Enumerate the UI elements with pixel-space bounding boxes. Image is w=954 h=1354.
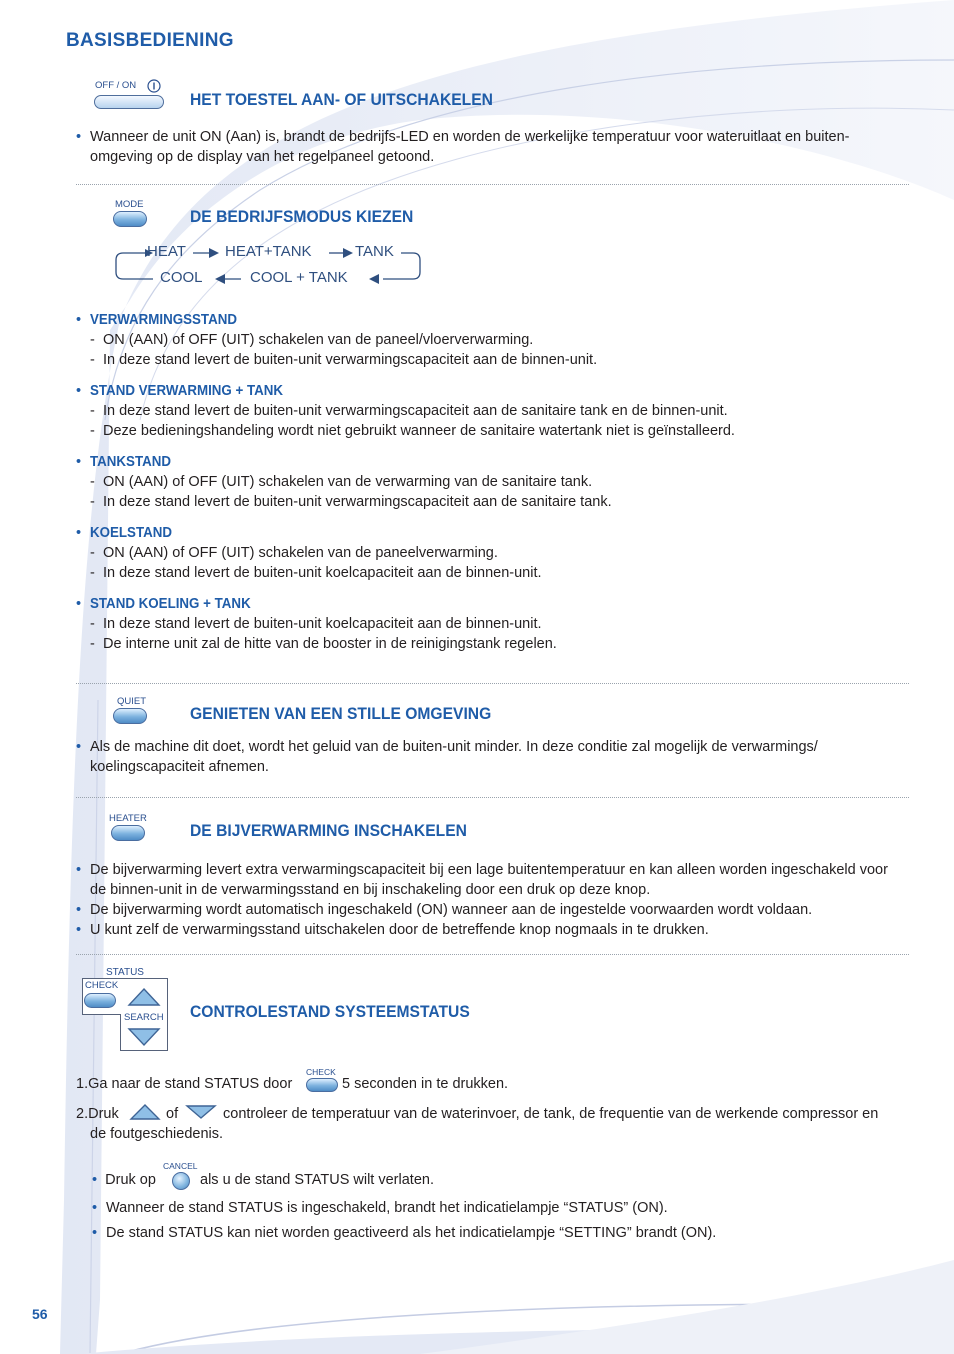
mode-item: • STAND VERWARMING + TANK - In deze stand levert de buiten-unit verwarmingscapaciteit aan de sanitaire tank en de binnen-unit. - Deze bedieningshandeling wordt niet gebruikt wanneer de sanitaire watertank niet is geïnstalleerd. — [76, 381, 906, 441]
mode-button[interactable] — [113, 211, 147, 227]
cancel-button-label: CANCEL — [163, 1161, 198, 1171]
onoff-text: • Wanneer de unit ON (Aan) is, brandt de bedrijfs-LED en worden de werkelijke temperatuur voor wateruitlaat en buiten-omgeving op de display van het regelpaneel getoond. — [76, 129, 850, 165]
off-on-button-label: OFF / ON — [95, 80, 137, 91]
mode-list — [76, 310, 906, 654]
mode-cool-tank: COOL + TANK — [250, 269, 348, 286]
heater-bullet: De bijverwarming levert extra verwarmingscapaciteit bij een lage buitentemperatuur en kan alleen worden ingeschakeld voor de binnen-unit in de verwarmingsstand en bij inschakeling door een druk op deze knop. — [90, 862, 888, 898]
separator — [76, 954, 909, 955]
mode-item-line: - In deze stand levert de buiten-unit koelcapaciteit aan de binnen-unit. — [76, 614, 906, 634]
separator — [76, 683, 909, 684]
section-title: BASISBEDIENING — [66, 30, 234, 51]
mode-item-label: VERWARMINGSSTAND — [90, 312, 237, 328]
mode-item-line: - In deze stand levert de buiten-unit verwarmingscapaciteit aan de sanitaire tank en de binnen-unit. — [76, 401, 906, 421]
mode-item: • TANKSTAND - ON (AAN) of OFF (UIT) schakelen van de verwarming van de sanitaire tank. - In deze stand levert de buiten-unit verwarmingscapaciteit aan de sanitaire tank. — [76, 452, 906, 512]
off-on-button[interactable] — [94, 95, 164, 109]
down-arrow-icon[interactable] — [127, 1027, 161, 1047]
mode-button-label: MODE — [115, 199, 144, 210]
mode-item: • STAND KOELING + TANK - In deze stand levert de buiten-unit koelcapaciteit aan de binnen-unit. - De interne unit zal de hitte van de booster in de reinigingstank regelen. — [76, 594, 906, 654]
onoff-heading: HET TOESTEL AAN- OF UITSCHAKELEN — [190, 90, 493, 109]
step-1-after: 5 seconden in te drukken. — [342, 1076, 509, 1092]
status-label: STATUS — [106, 967, 144, 978]
quiet-text: • Als de machine dit doet, wordt het geluid van de buiten-unit minder. In deze conditie zal mogelijk de verwarmings/ koelingscapaciteit afnemen. — [76, 739, 818, 775]
mode-cool: COOL — [160, 269, 203, 286]
mode-heat: HEAT — [147, 243, 186, 260]
heater-heading: DE BIJVERWARMING INSCHAKELEN — [190, 821, 467, 840]
heater-bullet: U kunt zelf de verwarmingsstand uitschakelen door de betreffende knop nogmaals in te drukken. — [90, 922, 709, 938]
separator — [76, 184, 909, 185]
mode-item-line: - ON (AAN) of OFF (UIT) schakelen van de verwarming van de sanitaire tank. — [76, 472, 906, 492]
mode-tank: TANK — [355, 243, 394, 260]
status-step-1 — [76, 1074, 292, 1094]
page-number: 56 — [32, 1306, 48, 1322]
mode-item-line: - ON (AAN) of OFF (UIT) schakelen van de paneelverwarming. — [76, 543, 906, 563]
mode-item: • KOELSTAND - ON (AAN) of OFF (UIT) schakelen van de paneelverwarming. - In deze stand levert de buiten-unit koelcapaciteit aan de binnen-unit. — [76, 523, 906, 583]
heater-bullet: De bijverwarming wordt automatisch ingeschakeld (ON) wanneer aan de ingestelde voorwaarden wordt voldaan. — [90, 902, 813, 918]
mode-item-line: - Deze bedieningshandeling wordt niet gebruikt wanneer de sanitaire watertank niet is geïnstalleerd. — [76, 421, 906, 441]
mode-item-label: STAND KOELING + TANK — [90, 596, 251, 612]
check-label: CHECK — [85, 980, 119, 991]
status-button-group — [82, 978, 168, 1051]
status-step-2 — [76, 1104, 119, 1124]
mode-item-line: - De interne unit zal de hitte van de booster in de reinigingstank regelen. — [76, 634, 906, 654]
cancel-button[interactable] — [172, 1172, 190, 1190]
onoff-bullet: Wanneer de unit ON (Aan) is, brandt de bedrijfs-LED en worden de werkelijke temperatuur voor wateruitlaat en buiten-omgeving op de display van het regelpaneel getoond. — [90, 129, 850, 165]
step-1-check-button[interactable] — [306, 1078, 338, 1092]
step-2-text: controleer de temperatuur van de waterinvoer, de tank, de frequentie van de werkende compressor en — [223, 1106, 879, 1122]
status-note: De stand STATUS kan niet worden geactiveerd als het indicatielampje “SETTING” brandt (ON). — [106, 1225, 717, 1241]
separator — [76, 797, 909, 798]
step-2-text-2: de foutgeschiedenis. — [90, 1126, 224, 1142]
heater-text: • De bijverwarming levert extra verwarmingscapaciteit bij een lage buitentemperatuur en kan alleen worden ingeschakeld voor de binnen-unit in de verwarmingsstand en bij inschakeling door een druk op deze knop. • De bijverwarming wordt automatisch ingeschakeld (ON) wanneer aan de ingestelde voorwaarden wordt voldaan. • U kunt zelf de verwarmingsstand uitschakelen door de betreffende knop nogmaals in te drukken. — [76, 862, 888, 938]
status-note: Wanneer de stand STATUS is ingeschakeld, brandt het indicatielampje “STATUS” (ON). — [106, 1200, 668, 1216]
mode-item-label: KOELSTAND — [90, 525, 173, 541]
cancel-after: als u de stand STATUS wilt verlaten. — [200, 1172, 434, 1188]
mode-item-label: TANKSTAND — [90, 454, 172, 470]
heater-button[interactable] — [111, 825, 145, 841]
inline-up-arrow-icon[interactable] — [129, 1103, 161, 1121]
step-1-before: Ga naar de stand STATUS door — [88, 1076, 293, 1092]
quiet-bullet: Als de machine dit doet, wordt het geluid van de buiten-unit minder. In deze conditie zal mogelijk de verwarmings/ koelingscapaciteit afnemen. — [90, 739, 818, 775]
mode-item-line: - In deze stand levert de buiten-unit verwarmingscapaciteit aan de sanitaire tank. — [76, 492, 906, 512]
mode-heat-tank: HEAT+TANK — [225, 243, 312, 260]
inline-down-arrow-icon[interactable] — [185, 1104, 217, 1120]
step-number: 1. — [76, 1076, 89, 1092]
mode-item-line: - In deze stand levert de buiten-unit koelcapaciteit aan de binnen-unit. — [76, 563, 906, 583]
status-heading: CONTROLESTAND SYSTEEMSTATUS — [190, 1002, 470, 1021]
cancel-before: Druk op — [105, 1172, 156, 1188]
mode-item-label: STAND VERWARMING + TANK — [90, 383, 284, 399]
search-label: SEARCH — [124, 1012, 164, 1023]
mode-heading: DE BEDRIJFSMODUS KIEZEN — [190, 207, 414, 226]
step-number: 2. — [76, 1106, 89, 1122]
quiet-button-label: QUIET — [117, 696, 147, 707]
status-notes: • Wanneer de stand STATUS is ingeschakeld, brandt het indicatielampje “STATUS” (ON). • De stand STATUS kan niet worden geactiveerd als het indicatielampje “SETTING” brandt (ON). — [92, 1200, 717, 1241]
check-button[interactable] — [84, 993, 116, 1008]
step-2-of: of — [166, 1106, 179, 1122]
mode-flow-diagram — [113, 240, 433, 292]
step-1-check-label: CHECK — [306, 1067, 336, 1077]
quiet-heading: GENIETEN VAN EEN STILLE OMGEVING — [190, 704, 492, 723]
power-icon — [147, 79, 161, 93]
heater-button-label: HEATER — [109, 813, 147, 824]
mode-item-line: - ON (AAN) of OFF (UIT) schakelen van de paneel/vloerverwarming. — [76, 330, 906, 350]
mode-item: • VERWARMINGSSTAND - ON (AAN) of OFF (UIT) schakelen van de paneel/vloerverwarming. - In deze stand levert de buiten-unit verwarmingscapaciteit aan de binnen-unit. — [76, 310, 906, 370]
up-arrow-icon[interactable] — [127, 987, 161, 1007]
quiet-button[interactable] — [113, 708, 147, 724]
cancel-note: • Druk op — [92, 1172, 156, 1188]
step-2-druk: Druk — [88, 1106, 119, 1122]
mode-item-line: - In deze stand levert de buiten-unit verwarmingscapaciteit aan de binnen-unit. — [76, 350, 906, 370]
